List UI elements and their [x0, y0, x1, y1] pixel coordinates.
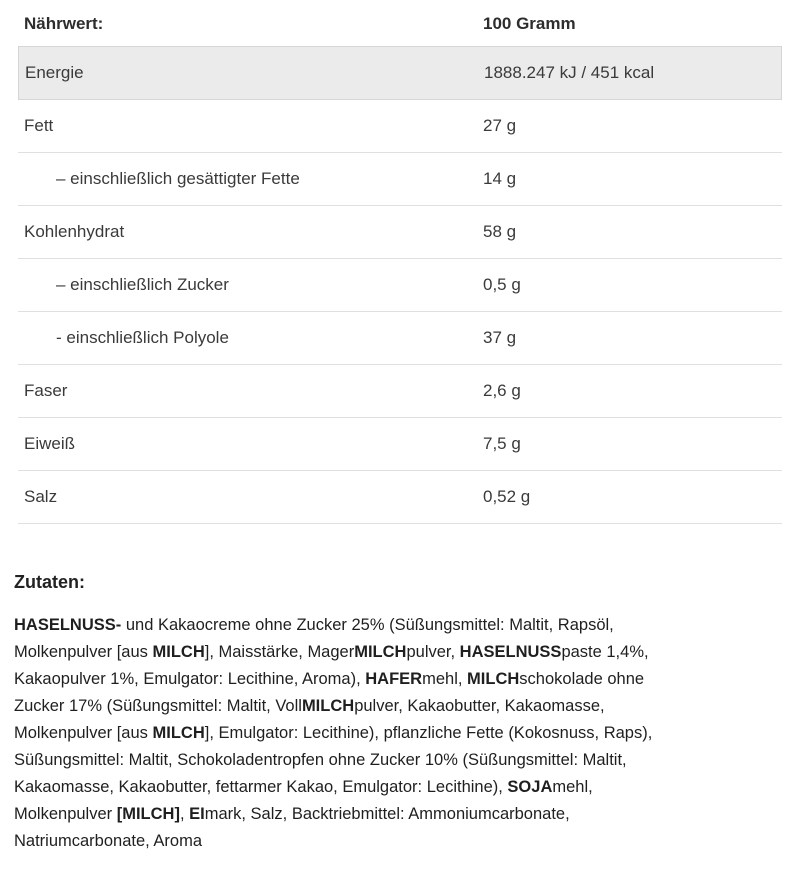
row-value: 14 g: [483, 169, 517, 188]
ingredients-line: Molkenpulver [MILCH], EImark, Salz, Backtriebmittel: Ammoniumcarbonate,: [14, 805, 570, 823]
header-value: 100 Gramm: [483, 14, 576, 33]
ingredients-text: [14, 612, 794, 855]
ingredients-line: Natriumcarbonate, Aroma: [14, 832, 203, 850]
ingredients-line: Kakaomasse, Kakaobutter, fettarmer Kakao, Emulgator: Lecithine), SOJAmehl,: [14, 778, 593, 796]
table-row: [18, 312, 782, 365]
row-label: - einschließlich Polyole: [56, 328, 229, 347]
header-label: Nährwert:: [24, 14, 104, 33]
row-value: 0,52 g: [483, 487, 531, 506]
row-label: Salz: [24, 487, 58, 506]
row-value: 0,5 g: [483, 275, 521, 294]
ingredients-line: Zucker 17% (Süßungsmittel: Maltit, VollMILCHpulver, Kakaobutter, Kakaomasse,: [14, 697, 605, 715]
ingredients-line: Süßungsmittel: Maltit, Schokoladentropfen ohne Zucker 10% (Süßungsmittel: Maltit,: [14, 751, 627, 769]
nutrition-table-body: [18, 46, 782, 524]
table-row: [18, 365, 782, 418]
ingredients-line: Molkenpulver [aus MILCH], Emulgator: Lecithine), pflanzliche Fette (Kokosnuss, Raps),: [14, 724, 653, 742]
table-row: [18, 46, 782, 100]
row-label: – einschließlich Zucker: [56, 275, 229, 294]
table-row: [18, 206, 782, 259]
row-value: 58 g: [483, 222, 517, 241]
row-value: 1888.247 kJ / 451 kcal: [484, 63, 655, 82]
ingredients-line: Molkenpulver [aus MILCH], Maisstärke, MagerMILCHpulver, HASELNUSSpaste 1,4%,: [14, 643, 649, 661]
row-label: Faser: [24, 381, 68, 400]
row-value: 7,5 g: [483, 434, 521, 453]
ingredients-line: Kakaopulver 1%, Emulgator: Lecithine, Aroma), HAFERmehl, MILCHschokolade ohne: [14, 670, 645, 688]
nutrition-table: [18, 0, 782, 524]
table-row: [18, 100, 782, 153]
row-label: Kohlenhydrat: [24, 222, 125, 241]
ingredients-heading: Zutaten:: [14, 572, 85, 592]
row-value: 27 g: [483, 116, 517, 135]
row-label: – einschließlich gesättigter Fette: [56, 169, 300, 188]
row-value: 37 g: [483, 328, 517, 347]
table-row: [18, 259, 782, 312]
row-label: Eiweiß: [24, 434, 76, 453]
row-value: 2,6 g: [483, 381, 521, 400]
table-row: [18, 418, 782, 471]
table-row: [18, 153, 782, 206]
nutrition-table-header: [18, 0, 782, 46]
ingredients-section: [14, 572, 794, 855]
table-row: [18, 471, 782, 524]
row-label: Energie: [25, 63, 84, 82]
ingredients-line: HASELNUSS- und Kakaocreme ohne Zucker 25% (Süßungsmittel: Maltit, Rapsöl,: [14, 616, 614, 634]
row-label: Fett: [24, 116, 54, 135]
